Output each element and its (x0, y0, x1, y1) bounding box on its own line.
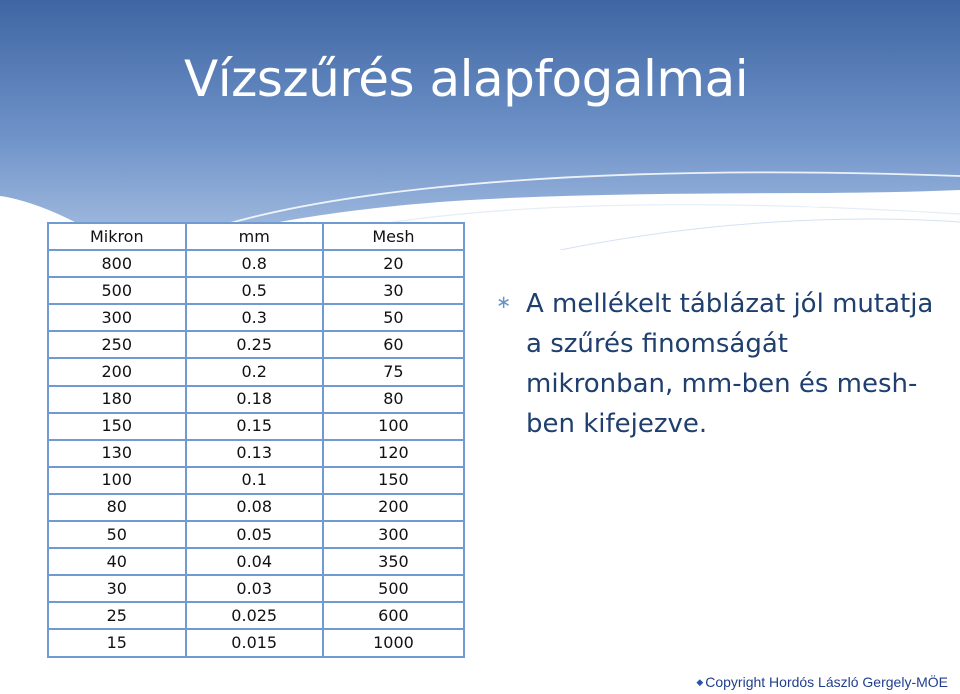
cell-mm: 0.5 (186, 277, 323, 304)
cell-mm: 0.1 (186, 467, 323, 494)
table-row (48, 629, 464, 656)
cell-mesh: 300 (323, 521, 464, 548)
conversion-table (47, 222, 465, 658)
cell-mikron: 800 (48, 250, 186, 277)
cell-mikron: 200 (48, 358, 186, 385)
cell-mm: 0.2 (186, 358, 323, 385)
header-background (0, 0, 960, 250)
cell-mm: 0.13 (186, 440, 323, 467)
table-row (48, 331, 464, 358)
cell-mikron: 250 (48, 331, 186, 358)
table-row (48, 575, 464, 602)
cell-mm: 0.05 (186, 521, 323, 548)
header-wave-line (560, 219, 960, 250)
slide-title: Vízszűrés alapfogalmai (184, 50, 749, 108)
table-row (48, 548, 464, 575)
cell-mesh: 100 (323, 413, 464, 440)
cell-mesh: 350 (323, 548, 464, 575)
cell-mm: 0.3 (186, 304, 323, 331)
asterisk-bullet-icon: ∗ (496, 292, 512, 313)
cell-mesh: 20 (323, 250, 464, 277)
cell-mikron: 100 (48, 467, 186, 494)
header-wave-line (640, 203, 960, 232)
column-header-mesh: Mesh (323, 223, 464, 250)
cell-mm: 0.15 (186, 413, 323, 440)
cell-mesh: 80 (323, 386, 464, 413)
cell-mesh: 1000 (323, 629, 464, 656)
cell-mm: 0.03 (186, 575, 323, 602)
table-row (48, 250, 464, 277)
cell-mm: 0.025 (186, 602, 323, 629)
cell-mesh: 500 (323, 575, 464, 602)
bullet-item (496, 284, 936, 444)
cell-mm: 0.015 (186, 629, 323, 656)
cell-mikron: 130 (48, 440, 186, 467)
cell-mikron: 50 (48, 521, 186, 548)
cell-mesh: 30 (323, 277, 464, 304)
table-row (48, 494, 464, 521)
table-row (48, 304, 464, 331)
column-header-mm: mm (186, 223, 323, 250)
diamond-bullet-icon: ◆ (696, 677, 704, 687)
cell-mm: 0.08 (186, 494, 323, 521)
cell-mikron: 30 (48, 575, 186, 602)
cell-mikron: 25 (48, 602, 186, 629)
table-row (48, 386, 464, 413)
copyright-text: Copyright Hordós László Gergely-MÖE (705, 674, 948, 690)
cell-mesh: 50 (323, 304, 464, 331)
table-header-row (48, 223, 464, 250)
cell-mikron: 40 (48, 548, 186, 575)
cell-mm: 0.25 (186, 331, 323, 358)
cell-mikron: 150 (48, 413, 186, 440)
table-row (48, 440, 464, 467)
cell-mesh: 60 (323, 331, 464, 358)
bullet-text: A mellékelt táblázat jól mutatja a szűrés finomságát mikronban, mm-ben és mesh-ben kifejezve. (526, 289, 934, 439)
cell-mesh: 200 (323, 494, 464, 521)
cell-mm: 0.18 (186, 386, 323, 413)
cell-mm: 0.8 (186, 250, 323, 277)
table-row (48, 602, 464, 629)
column-header-mikron: Mikron (48, 223, 186, 250)
table-row (48, 358, 464, 385)
table-row (48, 521, 464, 548)
cell-mikron: 80 (48, 494, 186, 521)
table-row (48, 413, 464, 440)
cell-mm: 0.04 (186, 548, 323, 575)
table-row (48, 467, 464, 494)
cell-mesh: 150 (323, 467, 464, 494)
cell-mesh: 120 (323, 440, 464, 467)
cell-mikron: 300 (48, 304, 186, 331)
cell-mikron: 15 (48, 629, 186, 656)
cell-mesh: 75 (323, 358, 464, 385)
cell-mesh: 600 (323, 602, 464, 629)
table-row (48, 277, 464, 304)
cell-mikron: 500 (48, 277, 186, 304)
copyright-footer (696, 674, 948, 690)
cell-mikron: 180 (48, 386, 186, 413)
